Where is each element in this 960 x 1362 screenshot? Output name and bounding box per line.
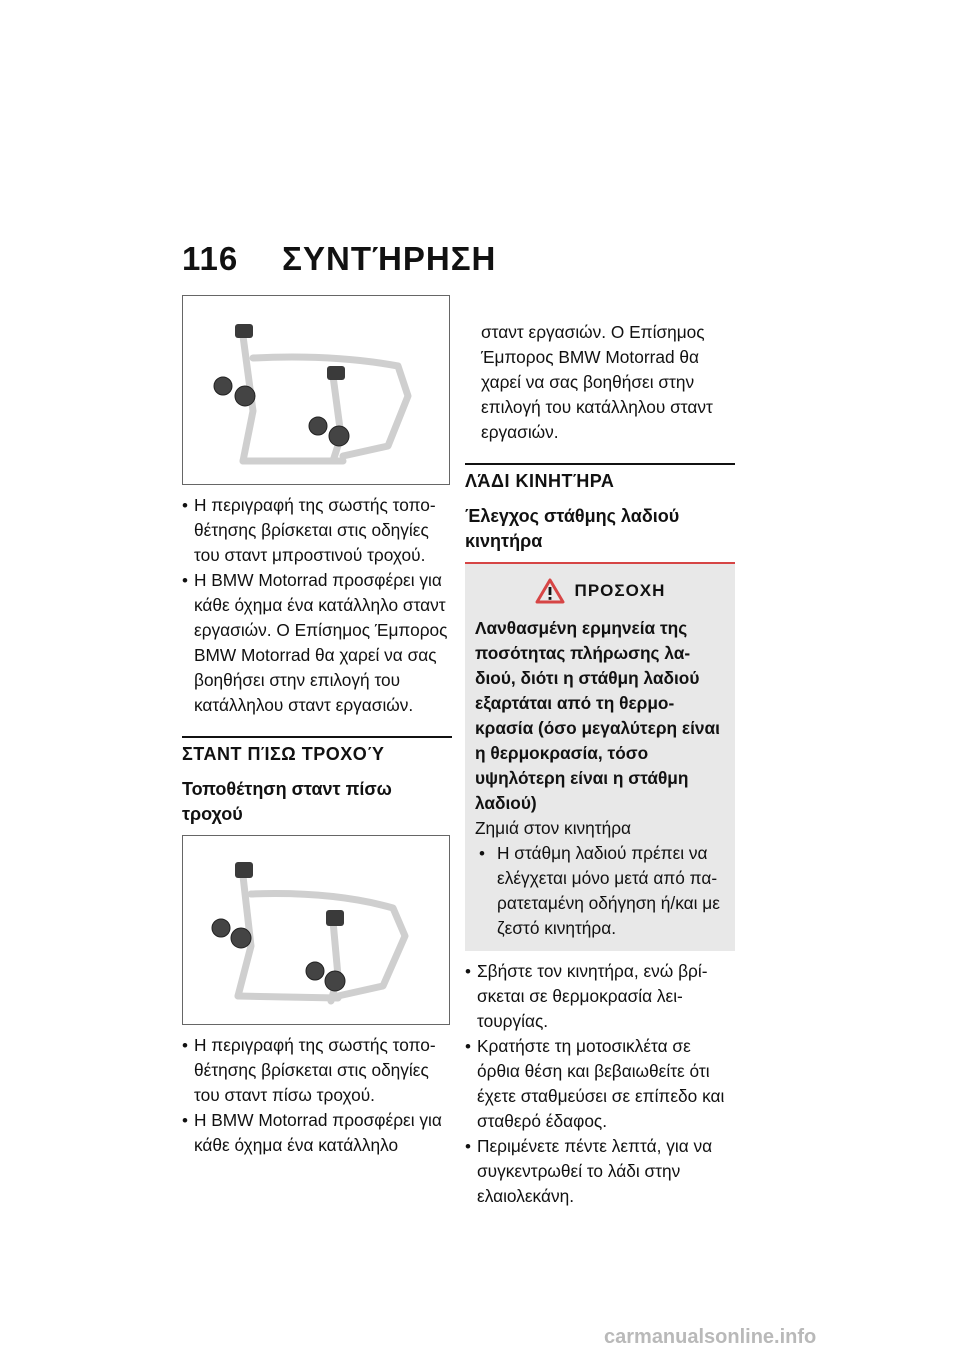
- page-number: 116: [182, 240, 239, 277]
- section-title-engine-oil: ΛΆΔΙ ΚΙΝΗΤΉΡΑ: [465, 471, 615, 491]
- list-item: • Η περιγραφή της σωστής τοπο-θέτησης βρίσκεται στις οδηγίες του σταντ πίσω τροχού.: [182, 1033, 452, 1108]
- page-header: [182, 240, 496, 278]
- chapter-title: ΣΥΝΤΉΡΗΣΗ: [282, 240, 497, 277]
- warning-triangle-icon: [535, 578, 565, 604]
- warning-cause: Λανθασμένη ερμηνεία της ποσότητας πλήρωσης λα-διού, διότι η στάθμη λαδιού εξαρτάται από τη θερμο-κρασία (όσο μεγαλύτερη είναι η θερμοκρασία, τόσο υψηλότερη είναι η στάθμη λαδιού): [475, 618, 720, 813]
- subsection-title-rear-stand: Τοποθέτηση σταντ πίσω τροχού: [182, 779, 392, 824]
- rear-stand-bullets: [182, 1033, 452, 1158]
- section-divider: [465, 463, 735, 492]
- section-divider: [182, 736, 452, 765]
- front-stand-figure: [182, 295, 450, 485]
- warning-label: ΠΡΟΣΟΧΗ: [574, 581, 666, 600]
- warning-bullets: [475, 841, 725, 941]
- watermark: carmanualsonline.info: [604, 1326, 817, 1348]
- warning-box: [465, 564, 735, 951]
- warning-consequence: Ζημιά στον κινητήρα: [475, 818, 632, 838]
- list-item: • Σβήστε τον κινητήρα, ενώ βρί-σκεται σε θερμοκρασία λει-τουργίας.: [465, 959, 735, 1034]
- right-column: [465, 320, 735, 1209]
- rear-stand-illustration: [183, 836, 450, 1025]
- front-stand-bullets: [182, 493, 452, 718]
- list-item: • Η BMW Motorrad προσφέρει για κάθε όχημα ένα κατάλληλο: [182, 1108, 452, 1158]
- list-item: • Περιμένετε πέντε λεπτά, για να συγκεντρωθεί το λάδι στην ελαιολεκάνη.: [465, 1134, 735, 1209]
- warning-header: [475, 578, 725, 604]
- section-title-rear-stand: ΣΤΑΝΤ ΠΊΣΩ ΤΡΟΧΟΎ: [182, 744, 385, 764]
- list-item: • Κρατήστε τη μοτοσικλέτα σε όρθια θέση και βεβαιωθείτε ότι έχετε σταθμεύσει σε επίπεδο και σταθερό έδαφος.: [465, 1034, 735, 1134]
- subsection-title-oil-level: Έλεγχος στάθμης λαδιού κινητήρα: [465, 506, 680, 551]
- rear-stand-figure: [182, 835, 450, 1025]
- oil-check-steps: [465, 959, 735, 1209]
- left-column: [182, 295, 452, 1158]
- list-item: • Η BMW Motorrad προσφέρει για κάθε όχημα ένα κατάλληλο σταντ εργασιών. Ο Επίσημος Έμπορος BMW Motorrad θα χαρεί να σας βοηθήσει στην επιλογή του κατάλληλου σταντ εργασιών.: [182, 568, 452, 718]
- front-stand-illustration: [183, 296, 450, 485]
- list-item: • Η στάθμη λαδιού πρέπει να ελέγχεται μόνο μετά από πα-ρατεταμένη οδήγηση ή/και με ζεστό κινητήρα.: [475, 841, 725, 941]
- list-item: • Η περιγραφή της σωστής τοπο-θέτησης βρίσκεται στις οδηγίες του σταντ μπροστινού τροχού.: [182, 493, 452, 568]
- continued-text: σταντ εργασιών. Ο Επίσημος Έμπορος BMW Motorrad θα χαρεί να σας βοηθήσει στην επιλογή του κατάλληλου σταντ εργασιών.: [481, 322, 713, 442]
